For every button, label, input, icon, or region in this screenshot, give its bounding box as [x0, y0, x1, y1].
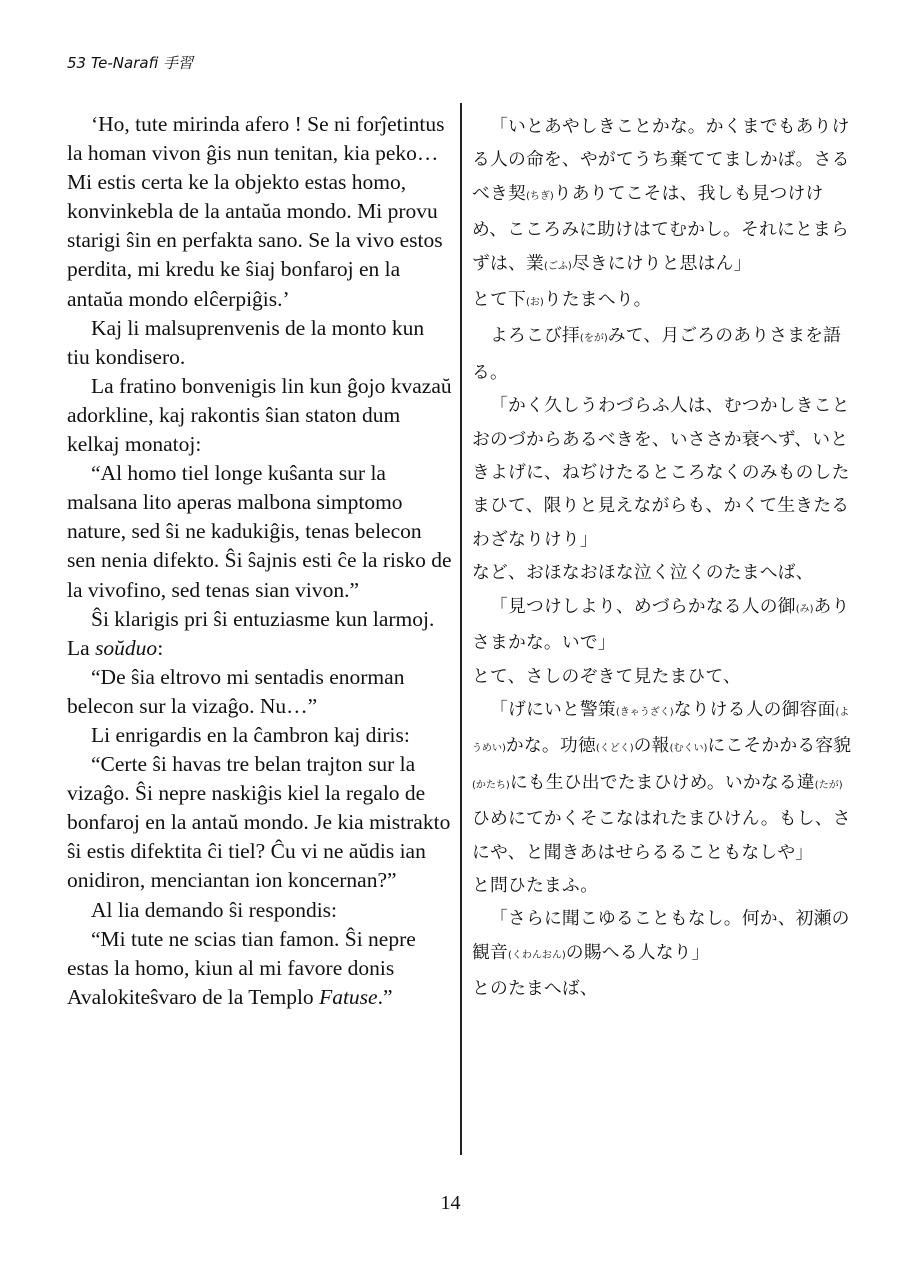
japanese-paragraph: [472, 902, 857, 972]
ruby-reading: (ようめい): [472, 706, 850, 755]
japanese-text: など、おほなおほな泣く泣くのたまへば、: [472, 562, 814, 584]
ruby-reading: (むくい): [669, 743, 708, 755]
italic-term: Fatuse: [319, 984, 378, 1009]
ruby-reading: (お): [525, 297, 544, 309]
paragraph-text: Ŝi klarigis pri ŝi entuziasme kun larmoj. La: [67, 606, 435, 660]
esperanto-column: [67, 110, 452, 1012]
japanese-text: 「見つけしより、めづらかなる人の御: [490, 595, 796, 617]
japanese-paragraph: [472, 556, 857, 589]
japanese-text: みて、月ごろのありさまを語る。: [472, 325, 842, 383]
japanese-text: 尽きにけりと思はん」: [571, 252, 752, 274]
column-divider: [460, 103, 462, 1155]
ruby-reading: (み): [795, 603, 814, 615]
japanese-text: ひめにてかくそこなはれたまひけん。もし、さにや、と聞きあはせらるることもなしや」: [472, 808, 851, 863]
japanese-paragraph: [472, 283, 857, 319]
ruby-reading: (くどく): [595, 743, 634, 755]
japanese-text: の賜へる人なり」: [565, 941, 710, 963]
esperanto-paragraph: “Al homo tiel longe kuŝanta sur la malsana lito aperas malbona simptomo nature, sed ŝi ne kadukiĝis, tenas belecon sen nenia difekto. Ŝi ŝajnis esti ĉe la risko de la vivofino, sed tenas sian vivon.”: [67, 461, 452, 602]
esperanto-paragraph: La fratino bonvenigis lin kun ĝojo kvazaŭ adorkline, kaj rakontis ŝian staton dum kelkaj monatoj:: [67, 373, 452, 457]
ruby-reading: (かたち): [472, 779, 510, 791]
japanese-text: よろこび拝: [490, 325, 580, 347]
japanese-paragraph: [472, 319, 857, 389]
esperanto-paragraph: “De ŝia eltrovo mi sentadis enorman belecon sur la vizaĝo. Nu…”: [67, 664, 405, 718]
japanese-paragraph: [472, 660, 857, 693]
japanese-text: 「かく久しうわづらふ人は、むつかしきことおのづからあるべきを、いささか衰へず、いときよげに、ねぢけたるところなくのみものしたまひて、限りと見えながらも、かくて生きたるわざなりけり」: [472, 395, 850, 550]
esperanto-paragraph: Li enrigardis en la ĉambron kaj diris:: [91, 722, 410, 747]
japanese-text: なりける人の御容面: [673, 698, 836, 720]
japanese-text: と問ひたまふ。: [472, 874, 599, 896]
running-header: 53 Te-Narafi 手習: [67, 54, 194, 72]
paragraph-text: .”: [377, 984, 393, 1009]
japanese-text: ありさまかな。いで」: [472, 595, 850, 654]
japanese-text: りありてこそは、我しも見つけけめ、こころみに助けはてむかし。それにとまらずは、業: [472, 182, 849, 274]
ruby-reading: (ちぎ): [525, 190, 554, 202]
esperanto-paragraph: [67, 605, 452, 663]
japanese-text: とて下: [472, 289, 526, 311]
japanese-paragraph: [472, 590, 857, 660]
japanese-text: とのたまへば、: [472, 978, 598, 1000]
japanese-paragraph: [472, 972, 857, 1005]
esperanto-paragraph: [67, 925, 452, 1012]
japanese-text: かな。功徳: [505, 735, 596, 757]
japanese-text: りたまへり。: [543, 289, 652, 311]
japanese-paragraph: [472, 110, 857, 283]
japanese-text: 「さらに聞こゆることもなし。何か、初瀬の観音: [472, 908, 850, 963]
esperanto-paragraph: Kaj li malsuprenvenis de la monto kun tiu kondisero.: [67, 315, 425, 369]
japanese-text: にこそかかる容貌: [707, 735, 852, 757]
japanese-text: 「げにいと警策: [490, 698, 616, 720]
japanese-column: [472, 110, 857, 1006]
ruby-reading: (ごふ): [543, 260, 572, 272]
page-number: 14: [440, 1192, 461, 1214]
esperanto-paragraph: “Certe ŝi havas tre belan trajton sur la vizaĝo. Ŝi nepre naskiĝis kiel la regalo de bonfaroj en la antaŭ mondo. Je kia mistrakto ŝi estis difektita ĉi tiel? Ĉu vi ne aŭdis ian onidiron, menciantan ion koncernan?”: [67, 752, 451, 893]
japanese-text: の報: [633, 735, 670, 757]
paragraph-text: “Mi tute ne scias tian famon. Ŝi nepre estas la homo, kiun al mi favore donis Avalokiteŝvaro de la Templo: [67, 926, 416, 1009]
ruby-reading: (きゃうざく): [615, 706, 674, 718]
japanese-paragraph: [472, 869, 857, 902]
paragraph-text: :: [157, 635, 164, 660]
japanese-text: 「いとあやしきことかな。かくまでもありける人の命を、やがてうち棄ててましかば。さるべき契: [472, 116, 850, 204]
japanese-paragraph: [472, 389, 857, 556]
japanese-paragraph: [472, 693, 857, 869]
esperanto-paragraph: ‘Ho, tute mirinda afero ! Se ni forĵetintus la homan vivon ĝis nun tenitan, kia peko… Mi estis certa ke la objekto estas homo, konvinkebla de la antaŭa mondo. Mi provu starigi ŝin en perfakta sano. Se la vivo estos perdita, mi kredu ke ŝiaj bonfaroj en la antaŭa mondo elĉerpiĝis.’: [67, 112, 445, 311]
ruby-reading: (をが): [579, 333, 608, 345]
japanese-text: にも生ひ出でたまひけめ。いかなる違: [509, 771, 815, 793]
japanese-text: とて、さしのぞきて見たまひて、: [472, 665, 742, 687]
italic-term: soŭduo: [95, 635, 158, 660]
esperanto-paragraph: Al lia demando ŝi respondis:: [91, 897, 338, 922]
ruby-reading: (たが): [814, 779, 843, 791]
ruby-reading: (くわんおん): [507, 949, 566, 961]
